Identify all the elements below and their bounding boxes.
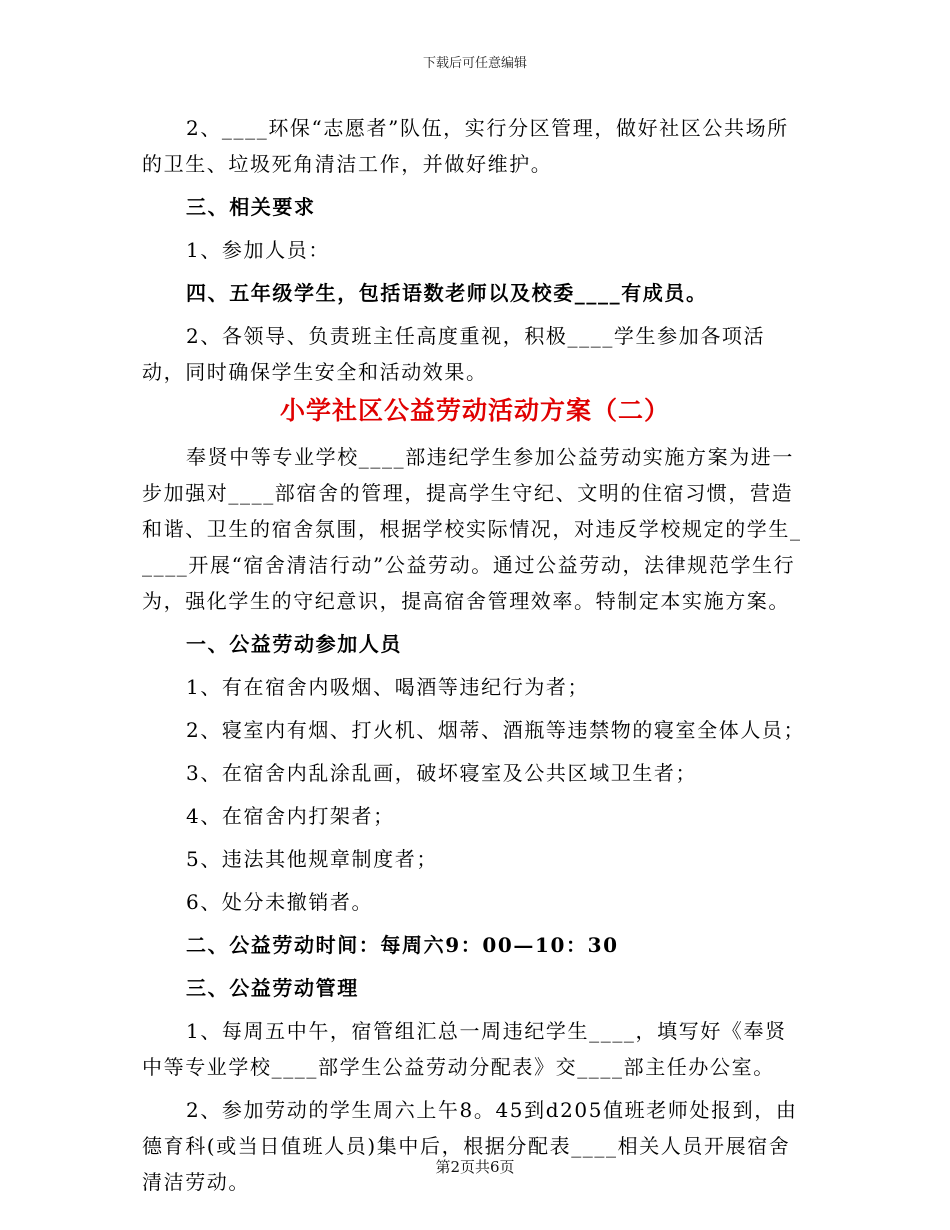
list-item: 5、违法其他规章制度者； xyxy=(186,847,438,871)
page-header-note: 下载后可任意编辑 xyxy=(422,56,527,71)
paragraph: 2、____环保“志愿者”队伍，实行分区管理，做好社区公共场所的卫生、垃圾死角清洁工作，并做好维护。 xyxy=(142,116,789,176)
list-item: 3、在宿舍内乱涂乱画，破坏寝室及公共区域卫生者； xyxy=(186,761,698,785)
paragraph: 2、参加劳动的学生周六上午8。45到d205值班老师处报到，由德育科(或当日值班人员)集中后，根据分配表____相关人员开展宿舍清洁劳动。 xyxy=(142,1098,798,1194)
section-heading: 三、相关要求 xyxy=(186,195,316,219)
section-heading: 四、五年级学生，包括语数老师以及校委____有成员。 xyxy=(186,281,708,305)
document-body xyxy=(142,110,808,1207)
section-heading: 三、公益劳动管理 xyxy=(186,976,359,1000)
section-heading: 一、公益劳动参加人员 xyxy=(186,632,402,656)
document-title: 小学社区公益劳动活动方案（二） xyxy=(279,396,670,425)
section-heading: 二、公益劳动时间：每周六9：00—10：30 xyxy=(186,933,619,957)
paragraph: 1、参加人员： xyxy=(186,238,330,262)
paragraph: 1、每周五中午，宿管组汇总一周违纪学生____，填写好《奉贤中等专业学校____部学生公益劳动分配表》交____部主任办公室。 xyxy=(142,1019,787,1079)
paragraph: 2、各领导、负责班主任高度重视，积极____学生参加各项活动，同时确保学生安全和活动效果。 xyxy=(142,324,766,384)
list-item: 2、寝室内有烟、打火机、烟蒂、酒瓶等违禁物的寝室全体人员； xyxy=(186,718,806,742)
list-item: 6、处分未撤销者。 xyxy=(186,890,374,914)
paragraph: 奉贤中等专业学校____部违纪学生参加公益劳动实施方案为进一步加强对____部宿舍的管理，提高学生守纪、文明的住宿习惯，营造和谐、卫生的宿舍氛围，根据学校实际情况，对违反学校规定的学生_____开展“宿舍清洁行动”公益劳动。通过公益劳动，法律规范学生行为，强化学生的守纪意识，提高宿舍管理效率。特制定本实施方案。 xyxy=(142,445,802,613)
page-footer-number: 第2页共6页 xyxy=(435,1158,515,1176)
list-item: 1、有在宿舍内吸烟、喝酒等违纪行为者； xyxy=(186,675,590,699)
list-item: 4、在宿舍内打架者； xyxy=(186,804,395,828)
